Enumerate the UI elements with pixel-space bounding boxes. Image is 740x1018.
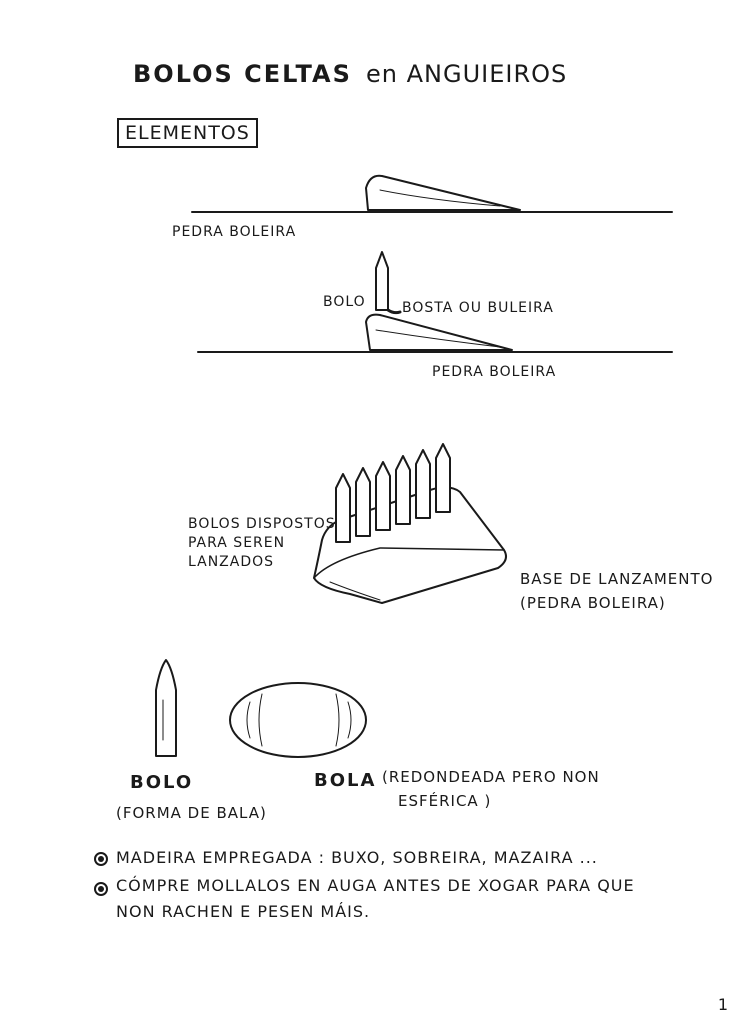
bosta-label: BOSTA OU BULEIRA: [402, 300, 554, 316]
note-mollalos-line-1: CÓMPRE MOLLALOS EN AUGA ANTES DE XOGAR PARA QUE: [116, 876, 635, 895]
diagram3-launch-base-drawing: [314, 444, 506, 603]
note-madeira: MADEIRA EMPREGADA : BUXO, SOBREIRA, MAZAIRA ...: [116, 848, 598, 867]
bola-ball-drawing: [230, 683, 366, 757]
diagram1-stone-drawing: [192, 176, 672, 212]
bullet-icon: [94, 852, 108, 866]
bullet-icon: [94, 882, 108, 896]
page-title: BOLOS CELTAS: [133, 60, 352, 88]
bola-note-line-2: ESFÉRICA ): [398, 792, 492, 810]
bolos-dispostos-line-2: PARA SEREN: [188, 535, 286, 551]
base-lanzamento-line-2: (PEDRA BOLEIRA): [520, 594, 666, 612]
pedra-boleira-label: PEDRA BOLEIRA: [172, 224, 297, 240]
bolo-label: BOLO: [323, 294, 366, 310]
bola-note-line-1: (REDONDEADA PERO NON: [382, 768, 600, 786]
bolos-dispostos-line-1: BOLOS DISPOSTOS: [188, 516, 336, 532]
note-mollalos-line-2: NON RACHEN E PESEN MÁIS.: [116, 902, 371, 921]
page-number: 1: [717, 995, 728, 1014]
base-lanzamento-line-1: BASE DE LANZAMENTO: [520, 570, 714, 588]
pedra-boleira-label-2: PEDRA BOLEIRA: [432, 364, 557, 380]
page-subtitle: en ANGUIEIROS: [366, 60, 568, 88]
bola-title: BOLA: [314, 770, 377, 791]
bolos-dispostos-line-3: LANZADOS: [188, 554, 275, 570]
bolo-title: BOLO: [130, 772, 194, 793]
bolo-note: (FORMA DE BALA): [116, 804, 267, 822]
section-heading: ELEMENTOS: [117, 118, 258, 148]
bolo-bullet-drawing: [156, 660, 176, 756]
